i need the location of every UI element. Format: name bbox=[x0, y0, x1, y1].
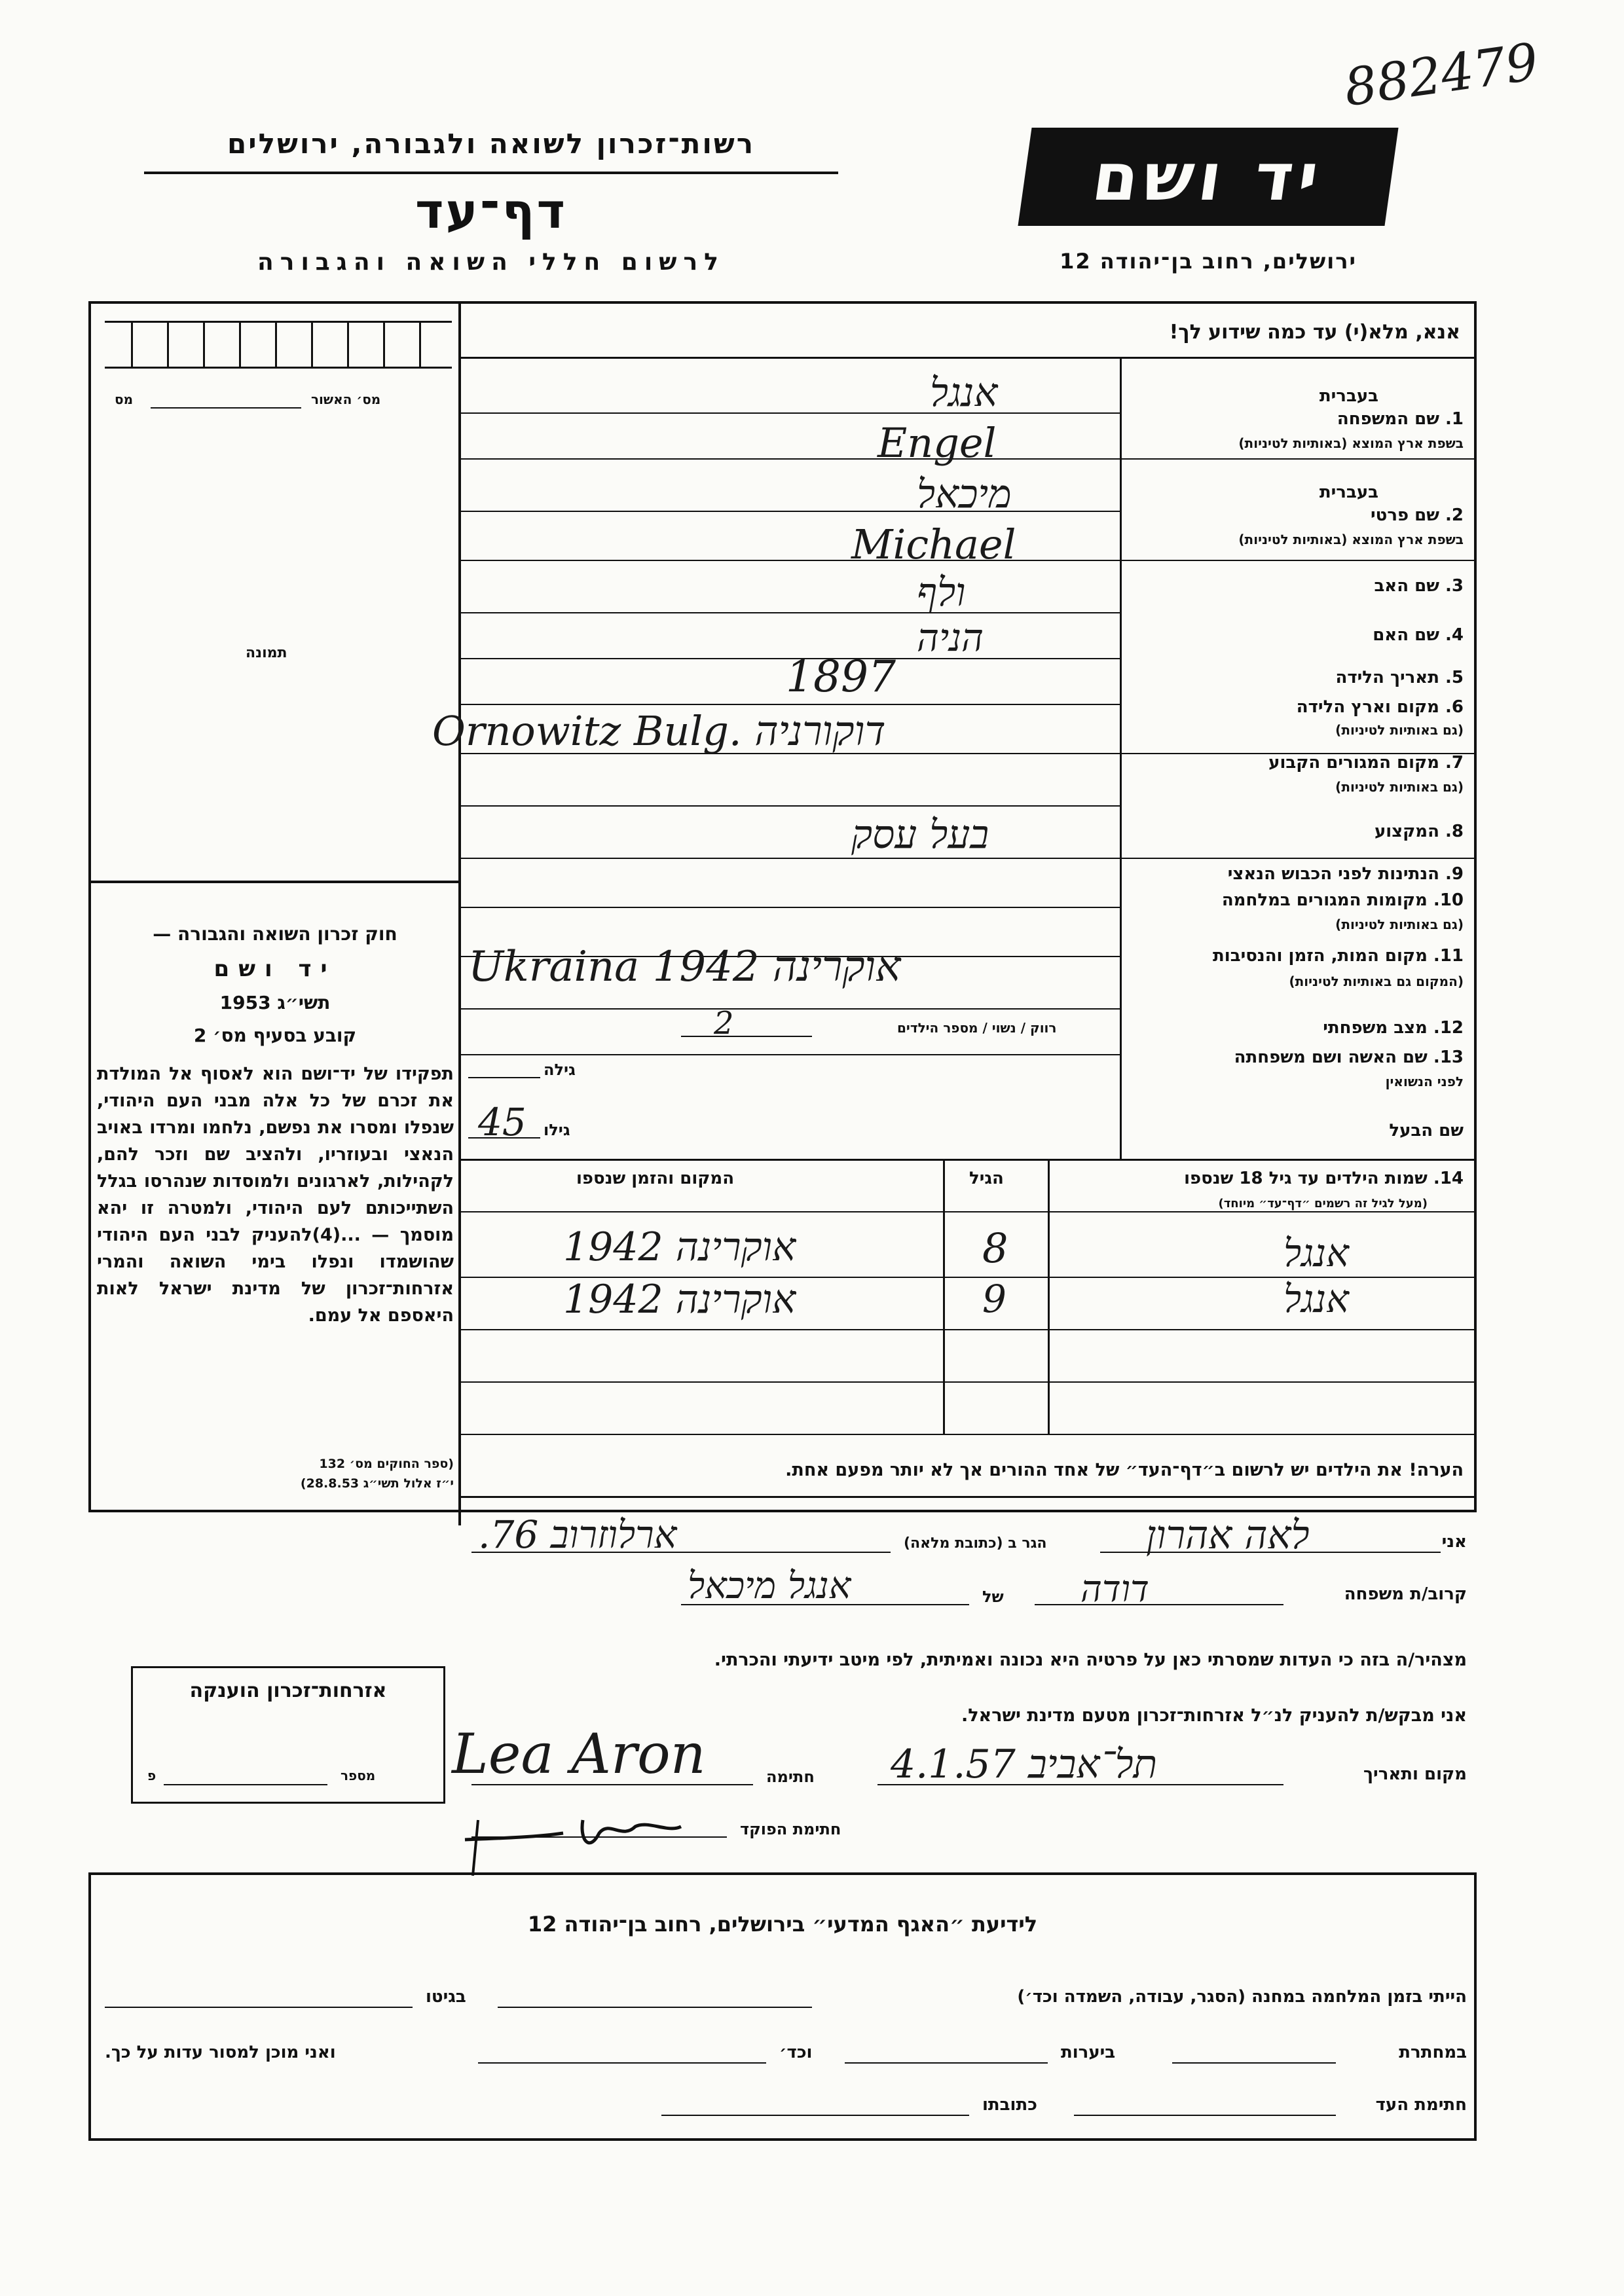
law-year bbox=[98, 992, 452, 1013]
f9-label: 9. הנתינות לפני הכבוש הנאצי bbox=[1227, 864, 1464, 884]
yad-vashem-logo bbox=[1018, 128, 1398, 226]
receipt-no-label: מס׳ האשור bbox=[311, 392, 381, 407]
f12-value: 2 bbox=[714, 1005, 734, 1042]
child-age: 9 bbox=[982, 1277, 1006, 1321]
note: הערה! את הילדים יש לרשום ב״דף־העד״ של אחד ההורים אך לא יותר מפעם אחת. bbox=[785, 1460, 1464, 1480]
memorial-suffix: פ bbox=[147, 1768, 157, 1783]
footer-forests: ביערות bbox=[1061, 2043, 1116, 2062]
declaration-request: אני מבקש/ת להעניק לנ״ל אזרחות־זכרון מטעם מדינת ישראל. bbox=[961, 1705, 1467, 1726]
footer-address-rule bbox=[661, 2115, 969, 2116]
f6-value: Ornowitz Bulg. דוקורניה bbox=[432, 707, 886, 755]
of-label: של bbox=[982, 1588, 1004, 1606]
f10-label: 10. מקומות המגורים במלחמה bbox=[1221, 890, 1464, 910]
logo-text: יד ושם bbox=[1088, 138, 1329, 215]
law-source-2: י״ז אלול תשי״ג 28.8.53) bbox=[300, 1476, 454, 1491]
husband-label: שם הבעל bbox=[1389, 1121, 1464, 1140]
children-table-top bbox=[461, 1159, 1477, 1161]
footer-line1-end: בגיטו bbox=[426, 1987, 466, 2007]
receipt-no-line bbox=[151, 407, 301, 409]
resides-label: הגר ב (כתובת מלאה) bbox=[904, 1535, 1047, 1552]
child-place: אוקרינה 1942 bbox=[563, 1224, 796, 1270]
f4-value: הניה bbox=[917, 615, 984, 660]
relation-value: דודה bbox=[1080, 1568, 1149, 1611]
f1-lat-value: Engel bbox=[877, 419, 997, 467]
f13-age-label: גילה bbox=[544, 1061, 576, 1079]
law-year-heb: תשי״ג bbox=[277, 992, 331, 1013]
footer-willing: ואני מוכן למסור עדות על כך. bbox=[105, 2043, 336, 2062]
left-panel-divider bbox=[458, 301, 461, 1525]
f1-label: 1. שם המשפחה bbox=[1337, 409, 1464, 429]
law-source-1: (ספר החוקים מס׳ 132 bbox=[319, 1457, 454, 1471]
child-name: אנגל bbox=[1283, 1231, 1349, 1275]
relation-line bbox=[1035, 1604, 1283, 1605]
f12-sub: רווק / נשוי / מספר הילדים bbox=[897, 1020, 1057, 1036]
org-underline bbox=[144, 172, 838, 174]
footer-title: לידיעת ״האגף המדעי״ בירושלים, רחוב בן־יהודה 12 bbox=[527, 1912, 1038, 1937]
f3-label: 3. שם האב bbox=[1374, 576, 1464, 596]
wife-age-line bbox=[468, 1077, 540, 1078]
law-top-divider bbox=[90, 881, 460, 883]
f13-label: 13. שם האשה ושם משפחתה bbox=[1234, 1048, 1464, 1067]
instruction: אנא, מלא(י) עד כמה שידוע לך! bbox=[1169, 321, 1460, 344]
child-age: 8 bbox=[982, 1224, 1008, 1272]
org-name: רשות־זכרון לשואה ולגבורה, ירושלים bbox=[227, 128, 756, 160]
f5-value: 1897 bbox=[786, 651, 896, 702]
f3-value: ולף bbox=[917, 570, 966, 615]
of-value: אנגל מיכאל bbox=[688, 1565, 851, 1607]
children-col-age-right bbox=[1048, 1159, 1050, 1434]
child-name: אנגל bbox=[1283, 1277, 1349, 1321]
f8-label: 8. המקצוע bbox=[1374, 822, 1464, 841]
f2-lat-value: Michael bbox=[851, 520, 1016, 568]
footer-forests-rule bbox=[845, 2062, 1048, 2064]
f2-label: 2. שם פרטי bbox=[1371, 505, 1464, 525]
children-col-age-left bbox=[943, 1159, 945, 1434]
husband-age-value: 45 bbox=[478, 1100, 526, 1144]
footer-underground-rule bbox=[1172, 2062, 1336, 2064]
relation-label: קרוב/ת משפחה bbox=[1344, 1584, 1467, 1604]
f1-sub: בשפת ארץ המוצא (באותיות לטיניות) bbox=[1238, 435, 1464, 451]
col-place-header: המקום והזמן שנספו bbox=[576, 1169, 735, 1188]
form-subtitle: לרשום חללי השואה והגבורה bbox=[257, 249, 725, 276]
f12-line bbox=[681, 1036, 812, 1037]
header-address: ירושלים, רחוב בן־יהודה 12 bbox=[1060, 249, 1357, 274]
f2-sub: בשפת ארץ המוצא (באותיות לטיניות) bbox=[1238, 532, 1464, 547]
receipt-no-suffix: מס bbox=[115, 392, 134, 407]
footer-underground: במחתרת bbox=[1399, 2043, 1467, 2062]
form-title: דף־עד bbox=[415, 183, 567, 240]
memorial-number-line bbox=[164, 1784, 327, 1785]
memorial-title: אזרחות־זכרון הוענקה bbox=[189, 1679, 387, 1702]
declaration-statement: מצהיר/ה בזה כי העדות שמסרתי כאן על פרטיה היא נכונה ואמיתית, לפי מיטב ידיעתי והכרתי. bbox=[714, 1650, 1467, 1670]
f13-sub: לפני הנשואין bbox=[1385, 1074, 1464, 1089]
f7-label: 7. מקום המגורים הקבוע bbox=[1268, 753, 1464, 773]
f6-label: 6. מקום וארץ הלידה bbox=[1296, 697, 1464, 717]
receipt-grid-top bbox=[105, 321, 452, 323]
f1-in-hebrew: בעברית bbox=[1319, 386, 1378, 406]
law-body: תפקידו של יד־ושם הוא לאסוף אל המולדת את זכרם של כל אלה מבני העם היהודי, שנפלו ומסרו את נפשם, נלחמו ומרדו באויב הנאצי ובעוזריו, ולהציב שם וזכר להם, לקהילות, לארגונים ולמוסדות שנהרסו בגלל השתייכותם לעם היהודי, ולמטרה זו יהא מוסמך — ...(4)להעניק לבני העם היהודי שהושמדו ונפלו בימי השואה והמרי אזרחות־זכרון של מדינת ישראל לאות היאספם אל עמם. bbox=[97, 1064, 454, 1326]
f11-value: Ukraina 1942 אוקרינה bbox=[468, 943, 901, 991]
footer-line1-rule bbox=[498, 2007, 812, 2008]
label-column-divider bbox=[1120, 357, 1122, 1159]
law-title: חוק זכרון השואה והגבורה — bbox=[153, 923, 397, 945]
f10-sub: (גם באותיות לטיניות) bbox=[1335, 917, 1464, 932]
col-age-header: הגיל bbox=[969, 1169, 1004, 1188]
f1-heb-value: אנגל bbox=[930, 370, 998, 416]
signature-label: חתימה bbox=[766, 1768, 815, 1786]
declaration-i: אני bbox=[1441, 1532, 1467, 1552]
instruction-underline bbox=[461, 357, 1477, 359]
place-date-label: מקום ותאריך bbox=[1363, 1764, 1467, 1784]
footer-etc-rule bbox=[478, 2062, 766, 2064]
f11-sub: (המקום גם באותיות לטיניות) bbox=[1289, 974, 1464, 989]
photo-label: תמונה bbox=[246, 645, 287, 661]
footer-witness-rule bbox=[1074, 2115, 1336, 2116]
footer-ghetto-rule bbox=[105, 2007, 413, 2008]
footer-address: כתובתו bbox=[982, 2095, 1037, 2115]
law-year-num: 1953 bbox=[219, 992, 271, 1013]
f14-label: 14. שמות הילדים עד גיל 18 שנספו bbox=[1184, 1169, 1464, 1188]
note-bottom bbox=[461, 1496, 1477, 1498]
official-signature bbox=[458, 1794, 733, 1879]
law-section: קובע בסעיף מס׳ 2 bbox=[193, 1025, 357, 1046]
f12-label: 12. מצב משפחתי bbox=[1323, 1018, 1464, 1038]
child-place: אוקרינה 1942 bbox=[563, 1277, 796, 1322]
declarant-name: לאה אהרון bbox=[1146, 1512, 1310, 1558]
footer-line1: הייתי בזמן המלחמה במחנה (הסגר, עבודה, השמדה וכד׳) bbox=[1017, 1987, 1467, 2007]
f8-value: בעל עסק bbox=[851, 812, 989, 858]
f5-label: 5. תאריך הלידה bbox=[1335, 668, 1464, 687]
law-name: יד ושם bbox=[213, 956, 337, 982]
f2-in-hebrew: בעברית bbox=[1319, 483, 1378, 502]
f2-heb-value: מיכאל bbox=[917, 471, 1012, 517]
memorial-number-label: מספר bbox=[341, 1768, 376, 1783]
doc-number: 882479 bbox=[1340, 32, 1542, 118]
place-date-value: תל־אביב 4.1.57 bbox=[891, 1741, 1158, 1787]
signature-value: Lea Aron bbox=[452, 1722, 706, 1786]
official-label: חתימת הפוקד bbox=[740, 1820, 841, 1838]
f11-label: 11. מקום המות, הזמן והנסיבות bbox=[1213, 946, 1464, 966]
f6-sub: (גם באותיות לטיניות) bbox=[1335, 722, 1464, 738]
footer-etc: וכד׳ bbox=[779, 2043, 813, 2062]
f14-sub: (מעל לגיל זה רשמים ״דף־עד״ מיוחד) bbox=[1218, 1197, 1428, 1211]
footer-witness-sig: חתימת העד bbox=[1375, 2095, 1467, 2115]
declarant-address: ארלוזרוב 76. bbox=[478, 1512, 677, 1557]
husband-age-label: גילו bbox=[544, 1121, 570, 1139]
f7-sub: (גם באותיות לטיניות) bbox=[1335, 779, 1464, 795]
f4-label: 4. שם האם bbox=[1373, 625, 1464, 645]
